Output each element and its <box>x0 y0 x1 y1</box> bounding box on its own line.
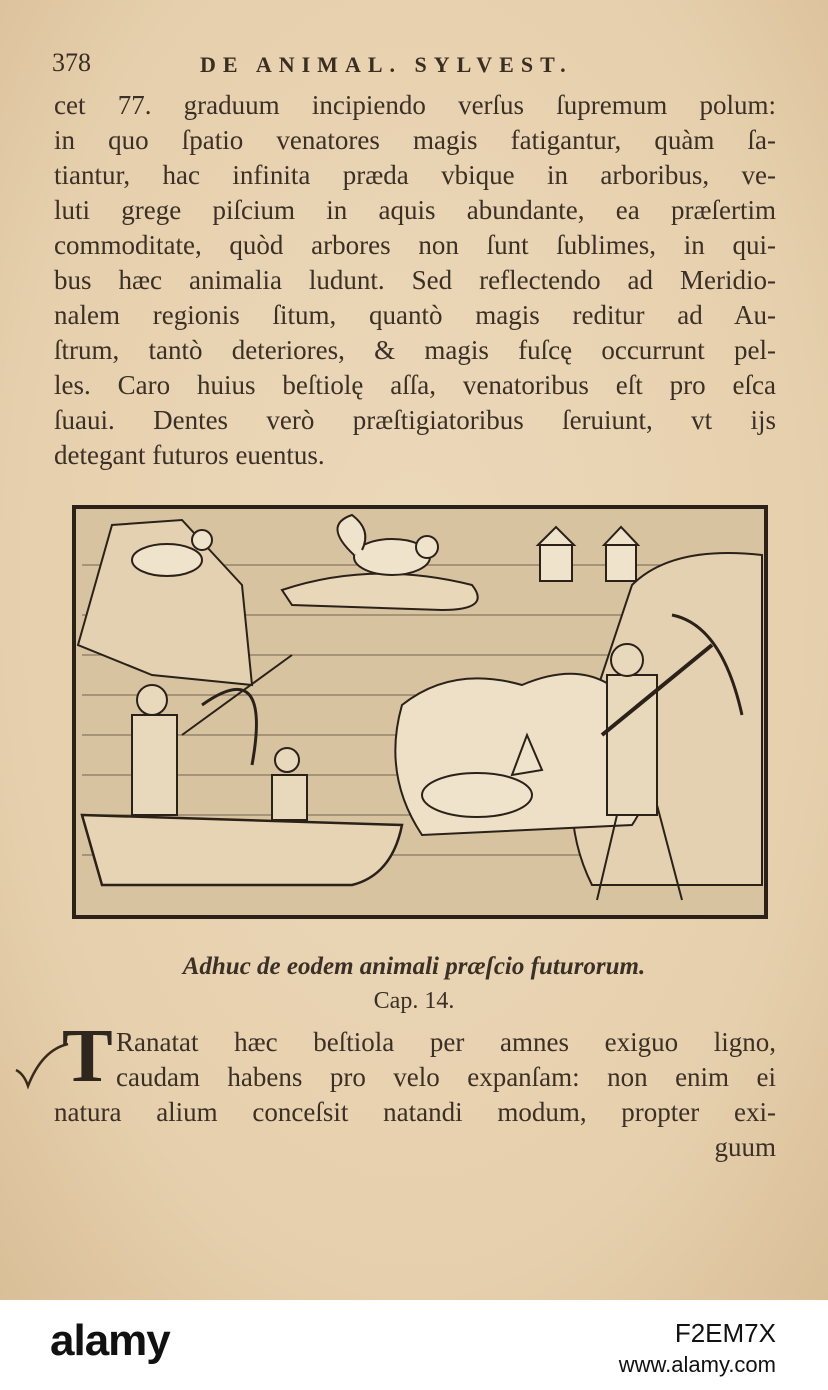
site-url: www.alamy.com <box>618 1352 776 1377</box>
text-line: ſuaui. Dentes verò præſtigiatoribus ſeruiunt, vt ijs <box>54 405 776 435</box>
text-line: ſtrum, tantò deteriores, & magis fuſcę occurrunt pel- <box>54 335 776 365</box>
body-text-top <box>54 88 776 473</box>
alamy-logo: alamy <box>50 1316 170 1365</box>
text-line: Ranatat hæc beſtiola per amnes exiguo ligno, <box>116 1027 776 1057</box>
catchword: guum <box>714 1132 776 1162</box>
running-title: DE ANIMAL. SYLVEST. <box>200 52 573 77</box>
text-line: luti grege piſcium in aquis abundante, ea præſertim <box>54 195 776 225</box>
running-header <box>52 48 772 82</box>
text-line: detegant futuros euentus. <box>54 440 325 470</box>
woodcut-illustration <box>72 505 768 919</box>
figure-caption: Adhuc de eodem animali præſcio futurorum. <box>182 953 646 980</box>
text-line: caudam habens pro velo expanſam: non enim ei <box>116 1062 776 1092</box>
text-line: cet 77. graduum incipiendo verſus ſupremum polum: <box>54 90 776 120</box>
text-line: nalem regionis ſitum, quantò magis reditur ad Au- <box>54 300 776 330</box>
text-line: in quo ſpatio venatores magis fatigantur, quàm ſa- <box>54 125 776 155</box>
page-number: 378 <box>52 48 91 77</box>
text-line: tiantur, hac infinita præda vbique in arboribus, ve- <box>54 160 776 190</box>
boat <box>82 815 402 885</box>
stock-watermark-bar <box>0 1300 828 1390</box>
text-line: les. Caro huius beſtiolę aſſa, venatoribus eſt pro eſca <box>54 370 776 400</box>
text-line: bus hæc animalia ludunt. Sed reflectendo ad Meridio- <box>54 265 776 295</box>
drop-cap: T <box>62 1014 113 1098</box>
image-id: F2EM7X <box>674 1318 776 1348</box>
body-text-bottom <box>54 1014 776 1165</box>
text-line: natura alium conceſsit natandi modum, propter exi- <box>54 1097 776 1127</box>
text-line: commoditate, quòd arbores non ſunt ſublimes, in qui- <box>54 230 776 260</box>
chapter-heading: Cap. 14. <box>373 988 455 1014</box>
